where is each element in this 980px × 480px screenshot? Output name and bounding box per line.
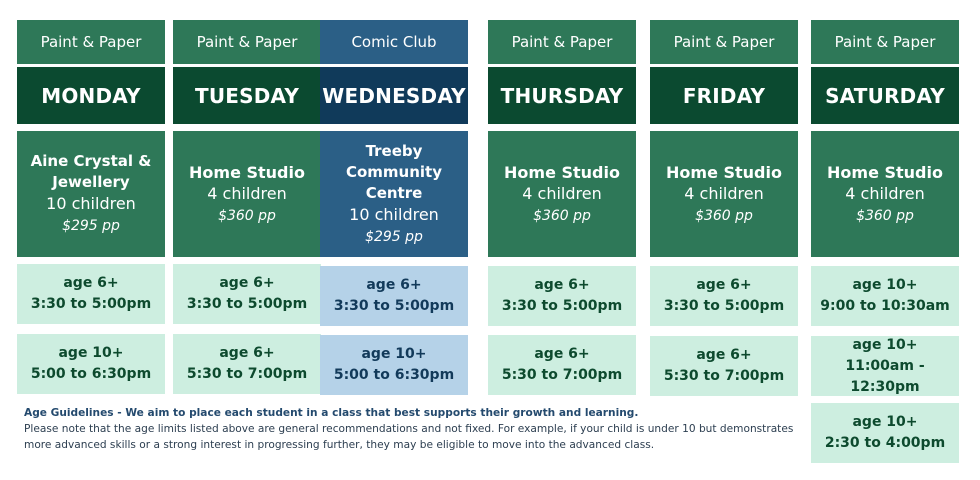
venue-name-line: Aine Crystal &: [30, 152, 152, 170]
age-guidelines-note: [24, 405, 804, 453]
price: $360 pp: [218, 207, 276, 224]
slot-age: age 6+: [534, 346, 590, 362]
class-size: 10 children: [349, 204, 439, 224]
venue-card: [488, 131, 636, 257]
price: $360 pp: [856, 207, 914, 224]
program-label: Comic Club: [320, 20, 468, 64]
time-slot: [320, 266, 468, 326]
day-heading: MONDAY: [17, 67, 165, 124]
slot-age: age 6+: [366, 277, 422, 293]
program-label: Paint & Paper: [17, 20, 165, 64]
slot-time: 5:30 to 7:00pm: [501, 367, 623, 383]
slot-age: age 6+: [219, 275, 275, 291]
venue-card: [650, 131, 798, 257]
slot-time: 5:30 to 7:00pm: [186, 366, 308, 382]
program-label: Paint & Paper: [173, 20, 321, 64]
slot-age: age 10+: [852, 414, 918, 430]
slot-age: age 10+: [361, 346, 427, 362]
price: $360 pp: [695, 207, 753, 224]
time-slot: [488, 335, 636, 395]
venue-card: [17, 131, 165, 257]
day-heading: SATURDAY: [811, 67, 959, 124]
slot-time: 2:30 to 4:00pm: [824, 435, 946, 451]
class-size: 4 children: [522, 183, 602, 203]
class-size: 4 children: [684, 183, 764, 203]
class-size: 10 children: [46, 194, 136, 213]
time-slot: [17, 264, 165, 324]
slot-time: 3:30 to 5:00pm: [186, 296, 308, 312]
venue-name-line: Home Studio: [827, 162, 943, 182]
note-heading: Age Guidelines - We aim to place each student in a class that best supports their growth and learning.: [24, 407, 639, 419]
price: $295 pp: [62, 218, 120, 234]
time-slot: [320, 335, 468, 395]
venue-name-line: Home Studio: [504, 162, 620, 182]
time-slot: [173, 334, 321, 394]
slot-time: 5:30 to 7:00pm: [663, 368, 785, 384]
slot-age: age 10+: [852, 336, 918, 353]
venue-card: [811, 131, 959, 257]
program-label: Paint & Paper: [811, 20, 959, 64]
slot-age: age 6+: [63, 275, 119, 291]
slot-time: 3:30 to 5:00pm: [30, 296, 152, 312]
venue-card: [173, 131, 321, 257]
slot-age: age 10+: [852, 277, 918, 293]
venue-name-line: Community Centre: [345, 162, 443, 202]
day-heading: TUESDAY: [173, 67, 321, 124]
slot-age: age 6+: [534, 277, 590, 293]
day-heading: THURSDAY: [488, 67, 636, 124]
slot-age: age 6+: [696, 277, 752, 293]
slot-age: age 10+: [58, 345, 124, 361]
day-heading: WEDNESDAY: [320, 67, 468, 124]
slot-time: 9:00 to 10:30am: [820, 298, 950, 314]
venue-name-line: Treeby: [365, 141, 423, 160]
program-label: Paint & Paper: [650, 20, 798, 64]
note-body: Please note that the age limits listed above are general recommendations and not fixed. For example, if your child is under 10 but demonstrates more advanced skills or a strong interest in progressing further, they may be eligible to move into the advanced class.: [24, 423, 794, 451]
slot-time: 5:00 to 6:30pm: [333, 367, 455, 383]
venue-name-line: Home Studio: [189, 162, 305, 182]
time-slot: [650, 266, 798, 326]
time-slot: [811, 266, 959, 326]
venue-name-line: Jewellery: [52, 173, 130, 191]
slot-time: 5:00 to 6:30pm: [30, 366, 152, 382]
venue-name-line: Home Studio: [666, 162, 782, 182]
time-slot: [811, 403, 959, 463]
slot-time: 3:30 to 5:00pm: [501, 298, 623, 314]
time-slot: [811, 336, 959, 396]
price: $295 pp: [365, 228, 423, 245]
slot-time: 11:00am - 12:30pm: [845, 357, 925, 395]
time-slot: [17, 334, 165, 394]
venue-card: [320, 131, 468, 257]
time-slot: [488, 266, 636, 326]
time-slot: [650, 336, 798, 396]
slot-time: 3:30 to 5:00pm: [333, 298, 455, 314]
slot-age: age 6+: [219, 345, 275, 361]
slot-time: 3:30 to 5:00pm: [663, 298, 785, 314]
program-label: Paint & Paper: [488, 20, 636, 64]
class-size: 4 children: [845, 183, 925, 203]
price: $360 pp: [533, 207, 591, 224]
time-slot: [173, 264, 321, 324]
day-heading: FRIDAY: [650, 67, 798, 124]
slot-age: age 6+: [696, 347, 752, 363]
class-size: 4 children: [207, 183, 287, 203]
